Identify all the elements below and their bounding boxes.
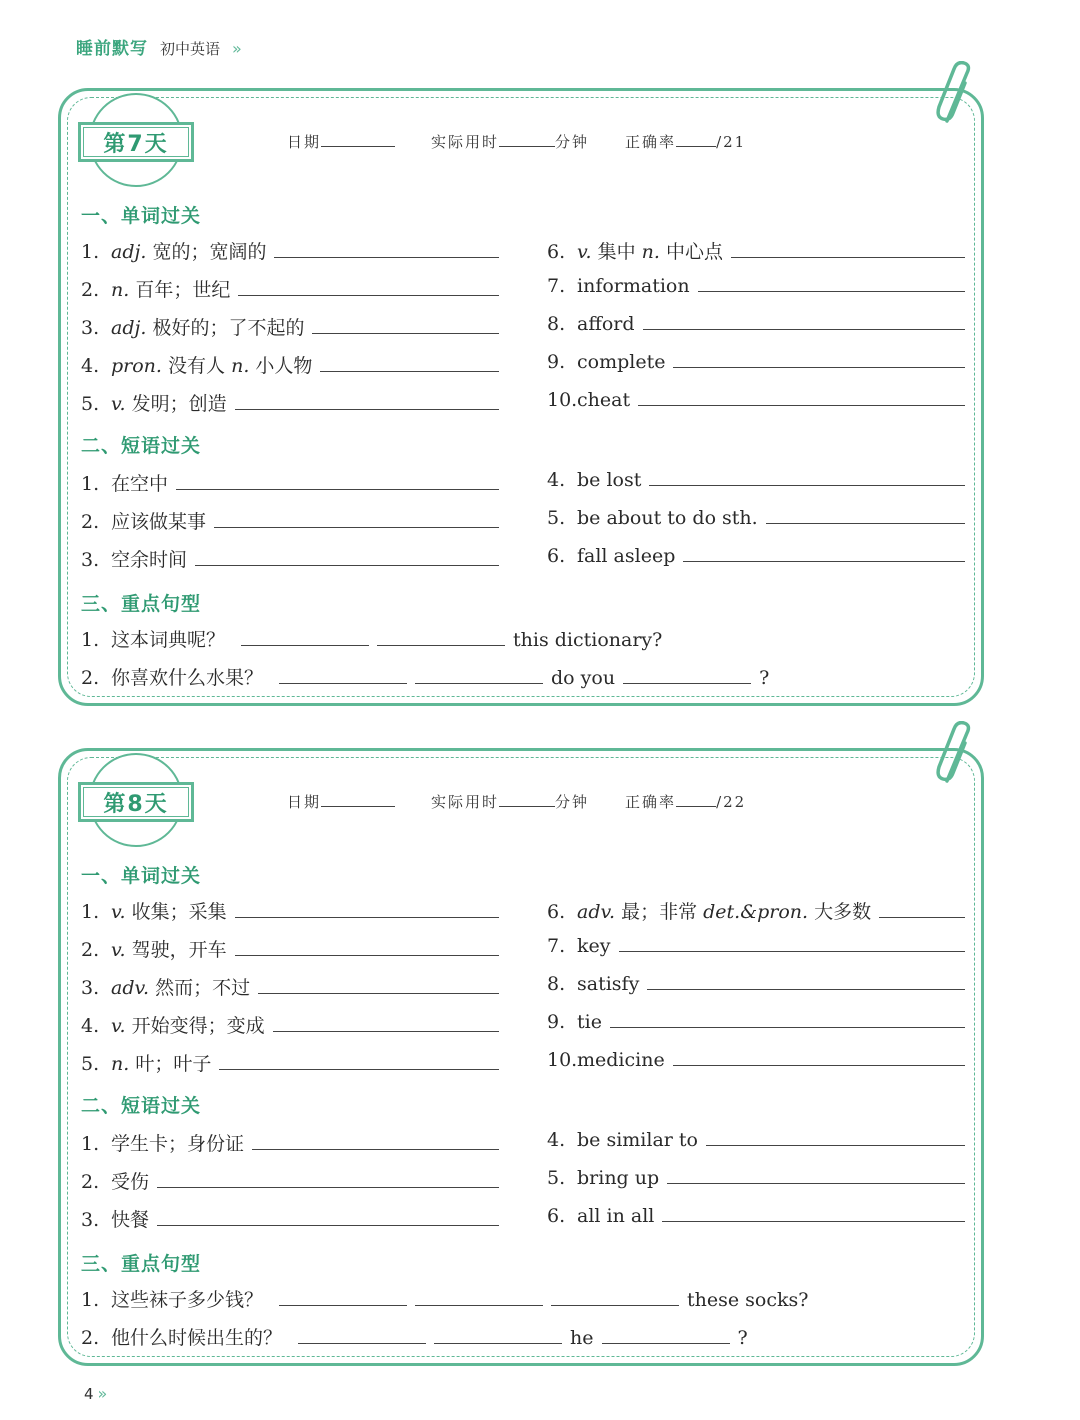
answer-blank[interactable] (623, 669, 751, 684)
item-prompt (577, 237, 723, 264)
answer-blank[interactable] (377, 631, 505, 646)
answer-blank[interactable] (673, 1051, 965, 1066)
answer-blank[interactable] (706, 1131, 965, 1146)
part-of-speech: n. (641, 241, 660, 263)
word-item (81, 1129, 499, 1157)
item-prompt (577, 1205, 654, 1227)
item-meaning: 小人物 (255, 355, 313, 377)
accuracy-field (625, 131, 746, 152)
accuracy-input[interactable] (676, 132, 716, 147)
section-title-sentences: 三、重点句型 (81, 1253, 202, 1275)
paperclip-icon (933, 721, 979, 793)
sentence-fragment: this dictionary? (513, 629, 663, 651)
time-field (431, 791, 589, 812)
answer-blank[interactable] (176, 475, 499, 490)
item-meaning: 应该做某事 (111, 511, 207, 533)
item-prompt (111, 313, 304, 340)
item-meaning: fall asleep (577, 545, 676, 567)
page-footer (84, 1384, 104, 1403)
word-item (547, 973, 965, 1001)
part-of-speech: adj. (111, 317, 147, 339)
accuracy-total: /22 (716, 793, 747, 811)
answer-blank[interactable] (602, 1329, 730, 1344)
item-prompt (577, 507, 758, 529)
word-item (81, 1049, 499, 1077)
sentence-item (81, 1323, 801, 1351)
answer-blank[interactable] (241, 631, 369, 646)
item-meaning: be similar to (577, 1129, 698, 1151)
item-meaning: medicine (577, 1049, 665, 1071)
word-item (81, 1205, 499, 1233)
record-fields (287, 131, 746, 152)
item-meaning: 大多数 (814, 901, 872, 923)
accuracy-field (625, 791, 746, 812)
item-prompt (111, 469, 168, 496)
item-number: 4. (547, 469, 566, 491)
word-item (547, 237, 965, 265)
item-prompt (111, 545, 187, 572)
word-item (81, 313, 499, 341)
item-number: 2. (81, 667, 100, 689)
answer-blank[interactable] (235, 903, 499, 918)
date-field (287, 791, 395, 812)
word-item (81, 935, 499, 963)
item-number: 5. (547, 507, 566, 529)
item-number: 9. (547, 351, 566, 373)
item-prompt (111, 1011, 265, 1038)
part-of-speech: adv. (577, 901, 616, 923)
time-input[interactable] (499, 132, 555, 147)
answer-blank[interactable] (273, 1017, 499, 1032)
answer-blank[interactable] (638, 391, 965, 406)
item-prompt (577, 313, 635, 335)
word-item (81, 389, 499, 417)
item-number: 3. (81, 1209, 100, 1231)
date-label: 日期 (287, 793, 322, 811)
word-item (81, 275, 499, 303)
answer-blank[interactable] (320, 357, 499, 372)
answer-blank[interactable] (879, 903, 965, 918)
answer-blank[interactable] (235, 941, 499, 956)
sentence-item (81, 1285, 809, 1313)
accuracy-label: 正确率 (625, 133, 677, 151)
answer-blank[interactable] (647, 975, 965, 990)
item-number: 6. (547, 241, 566, 263)
word-item (81, 1167, 499, 1195)
word-item (81, 973, 499, 1001)
word-item (547, 313, 965, 341)
part-of-speech: v. (111, 1015, 126, 1037)
item-number: 3. (81, 317, 100, 339)
answer-blank[interactable] (279, 1291, 407, 1306)
sentence-prompt: 他什么时候出生的？ (111, 1327, 283, 1349)
item-number: 2. (81, 279, 100, 301)
answer-blank[interactable] (551, 1291, 679, 1306)
word-item (547, 1167, 965, 1195)
item-prompt (577, 545, 675, 567)
answer-blank[interactable] (157, 1173, 499, 1188)
answer-blank[interactable] (298, 1329, 426, 1344)
day-card-7 (58, 88, 984, 706)
word-item (547, 1205, 965, 1233)
answer-blank[interactable] (195, 551, 499, 566)
answer-blank[interactable] (258, 979, 499, 994)
item-number: 10. (547, 1049, 578, 1071)
chevron-right-icon: » (97, 1384, 105, 1403)
item-prompt (111, 237, 266, 264)
answer-blank[interactable] (238, 281, 499, 296)
item-meaning: bring up (577, 1167, 660, 1189)
item-prompt (577, 1129, 698, 1151)
day-badge: 第8天 (78, 782, 194, 822)
answer-blank[interactable] (731, 243, 965, 258)
word-item (81, 897, 499, 925)
item-prompt (111, 1167, 149, 1194)
word-item (81, 237, 499, 265)
book-subject: 初中英语 (160, 40, 221, 58)
part-of-speech: pron. (111, 355, 162, 377)
book-brand: 睡前默写 (76, 39, 148, 59)
date-field (287, 131, 395, 152)
part-of-speech: v. (577, 241, 592, 263)
item-prompt (577, 897, 871, 924)
item-number: 7. (547, 275, 566, 297)
item-prompt (111, 351, 312, 378)
item-meaning: complete (577, 351, 666, 373)
item-meaning: 驾驶，开车 (131, 939, 227, 961)
word-item (547, 897, 965, 925)
item-meaning: 叶；叶子 (135, 1053, 212, 1075)
item-prompt (111, 897, 227, 924)
item-meaning: satisfy (577, 973, 640, 995)
word-item (547, 469, 965, 497)
item-number: 3. (81, 549, 100, 571)
word-item (547, 1129, 965, 1157)
word-item (547, 1049, 965, 1077)
item-number: 9. (547, 1011, 566, 1033)
sentence-fragment: do you (551, 667, 616, 689)
item-number: 1. (81, 1133, 100, 1155)
page-number: 4 (84, 1385, 94, 1403)
item-meaning: afford (577, 313, 635, 335)
part-of-speech: adj. (111, 241, 147, 263)
answer-blank[interactable] (662, 1207, 965, 1222)
item-meaning: 快餐 (111, 1209, 150, 1231)
answer-blank[interactable] (434, 1329, 562, 1344)
section-title-words: 一、单词过关 (81, 205, 202, 227)
item-prompt (111, 973, 250, 1000)
answer-blank[interactable] (274, 243, 499, 258)
item-number: 4. (81, 355, 100, 377)
item-prompt (111, 935, 227, 962)
date-input[interactable] (321, 792, 395, 807)
part-of-speech: v. (111, 393, 126, 415)
answer-blank[interactable] (219, 1055, 499, 1070)
item-prompt (111, 275, 230, 302)
answer-blank[interactable] (766, 509, 965, 524)
word-item (547, 1011, 965, 1039)
sentence-prompt: 这些袜子多少钱？ (111, 1289, 264, 1311)
item-meaning: 极好的；了不起的 (152, 317, 305, 339)
word-item (81, 469, 499, 497)
answer-blank[interactable] (619, 937, 966, 952)
sentence-item (81, 625, 801, 653)
chevron-right-icon: » (232, 39, 239, 58)
word-item (81, 1011, 499, 1039)
word-item (547, 935, 965, 963)
section-title-phrases: 二、短语过关 (81, 435, 202, 457)
section-title-sentences: 三、重点句型 (81, 593, 202, 615)
sentence-prompt: 这本词典呢？ (111, 629, 226, 651)
item-number: 4. (547, 1129, 566, 1151)
answer-blank[interactable] (235, 395, 499, 410)
item-number: 3. (81, 977, 100, 999)
answer-blank[interactable] (610, 1013, 965, 1028)
minutes-label: 分钟 (555, 793, 590, 811)
answer-blank[interactable] (649, 471, 965, 486)
item-meaning: 中心点 (665, 241, 723, 263)
item-number: 8. (547, 313, 566, 335)
part-of-speech: v. (111, 901, 126, 923)
item-number: 2. (81, 1327, 100, 1349)
answer-blank[interactable] (214, 513, 499, 528)
page-header (76, 34, 239, 59)
answer-blank[interactable] (683, 547, 965, 562)
item-prompt (577, 1167, 659, 1189)
accuracy-input[interactable] (676, 792, 716, 807)
sentence-fragment: ? (737, 1327, 748, 1349)
sentence-fragment: ? (759, 667, 770, 689)
item-prompt (111, 1129, 244, 1156)
item-number: 4. (81, 1015, 100, 1037)
sentence-prompt: 你喜欢什么水果？ (111, 667, 264, 689)
word-item (547, 275, 965, 303)
item-meaning: key (577, 935, 611, 957)
item-number: 1. (81, 1289, 100, 1311)
item-number: 5. (81, 1053, 100, 1075)
time-input[interactable] (499, 792, 555, 807)
record-fields (287, 791, 746, 812)
answer-blank[interactable] (157, 1211, 499, 1226)
item-meaning: 在空中 (111, 473, 169, 495)
answer-blank[interactable] (252, 1135, 499, 1150)
item-meaning: all in all (577, 1205, 655, 1227)
sentence-item (81, 663, 801, 691)
date-input[interactable] (321, 132, 395, 147)
item-number: 1. (81, 901, 100, 923)
item-meaning: information (577, 275, 690, 297)
paperclip-icon (933, 61, 979, 133)
item-meaning: 最；非常 (621, 901, 698, 923)
word-item (81, 545, 499, 573)
item-number: 10. (547, 389, 578, 411)
item-prompt (111, 389, 227, 416)
word-item (547, 545, 965, 573)
item-number: 5. (81, 393, 100, 415)
minutes-label: 分钟 (555, 133, 590, 151)
item-number: 7. (547, 935, 566, 957)
time-field (431, 131, 589, 152)
item-prompt (111, 1205, 149, 1232)
answer-blank[interactable] (673, 353, 965, 368)
item-meaning: 宽的；宽阔的 (152, 241, 267, 263)
item-prompt (577, 935, 611, 957)
item-number: 2. (81, 939, 100, 961)
part-of-speech: n. (111, 279, 130, 301)
accuracy-label: 正确率 (625, 793, 677, 811)
item-number: 6. (547, 545, 566, 567)
item-meaning: 没有人 (168, 355, 226, 377)
word-item (547, 389, 965, 417)
answer-blank[interactable] (698, 277, 965, 292)
item-meaning: be lost (577, 469, 642, 491)
answer-blank[interactable] (643, 315, 965, 330)
word-item (81, 507, 499, 535)
item-prompt (577, 973, 639, 995)
part-of-speech: v. (111, 939, 126, 961)
item-meaning: 百年；世纪 (135, 279, 231, 301)
item-prompt (111, 1049, 211, 1076)
item-meaning: tie (577, 1011, 602, 1033)
section-title-phrases: 二、短语过关 (81, 1095, 202, 1117)
item-prompt (577, 469, 641, 491)
item-number: 6. (547, 1205, 566, 1227)
item-number: 8. (547, 973, 566, 995)
item-number: 2. (81, 511, 100, 533)
section-title-words: 一、单词过关 (81, 865, 202, 887)
item-meaning: 受伤 (111, 1171, 150, 1193)
item-prompt (577, 389, 630, 411)
item-number: 1. (81, 629, 100, 651)
answer-blank[interactable] (415, 1291, 543, 1306)
sentence-fragment: he (570, 1327, 594, 1349)
item-meaning: 然而；不过 (155, 977, 251, 999)
item-number: 1. (81, 473, 100, 495)
item-prompt (577, 351, 665, 373)
item-number: 2. (81, 1171, 100, 1193)
item-meaning: 发明；创造 (131, 393, 227, 415)
sentence-fragment: these socks? (687, 1289, 809, 1311)
answer-blank[interactable] (667, 1169, 965, 1184)
part-of-speech: n. (111, 1053, 130, 1075)
answer-blank[interactable] (312, 319, 499, 334)
answer-blank[interactable] (279, 669, 407, 684)
day-badge: 第7天 (78, 122, 194, 162)
word-item (547, 351, 965, 379)
item-meaning: 收集；采集 (131, 901, 227, 923)
date-label: 日期 (287, 133, 322, 151)
part-of-speech: adv. (111, 977, 150, 999)
item-number: 1. (81, 241, 100, 263)
item-meaning: cheat (577, 389, 631, 411)
part-of-speech: n. (231, 355, 250, 377)
word-item (81, 351, 499, 379)
part-of-speech: det.&pron. (703, 901, 809, 923)
item-meaning: 空余时间 (111, 549, 188, 571)
item-meaning: 学生卡；身份证 (111, 1133, 245, 1155)
item-meaning: 开始变得；变成 (131, 1015, 265, 1037)
item-prompt (577, 275, 690, 297)
accuracy-total: /21 (716, 133, 747, 151)
item-meaning: 集中 (597, 241, 636, 263)
day-card-8 (58, 748, 984, 1366)
item-meaning: be about to do sth. (577, 507, 758, 529)
answer-blank[interactable] (415, 669, 543, 684)
item-number: 5. (547, 1167, 566, 1189)
item-prompt (577, 1049, 665, 1071)
item-prompt (577, 1011, 602, 1033)
time-label: 实际用时 (431, 133, 500, 151)
item-prompt (111, 507, 206, 534)
word-item (547, 507, 965, 535)
item-number: 6. (547, 901, 566, 923)
time-label: 实际用时 (431, 793, 500, 811)
